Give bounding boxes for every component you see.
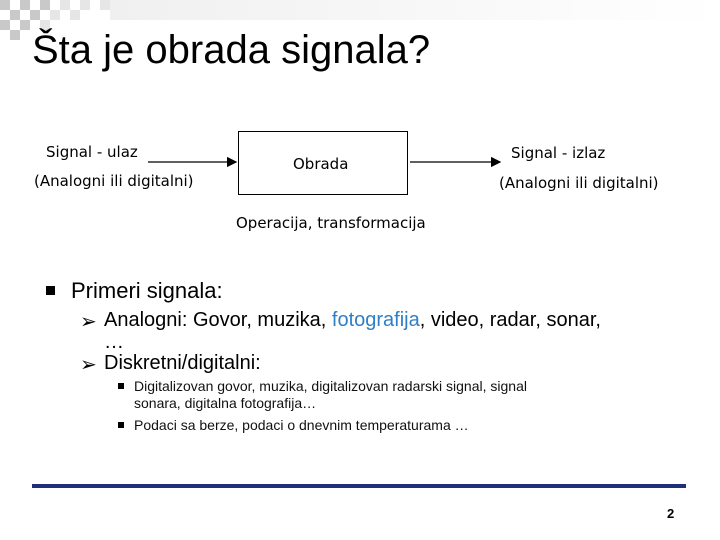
bullet-discrete: Diskretni/digitalni: (104, 352, 261, 374)
arrow-bullet-icon: ➢ (80, 354, 97, 376)
diagram-arrows (0, 0, 720, 260)
small-bullet-icon (118, 383, 124, 389)
input-signal-sublabel: (Analogni ili digitalni) (34, 172, 194, 190)
input-signal-label: Signal - ulaz (46, 143, 138, 161)
sub-bullet-2: Podaci sa berze, podaci o dnevnim temperaturama … (134, 417, 469, 433)
sub-bullet-1-line-2: sonara, digitalna fotografija… (134, 395, 317, 411)
bullet-square-icon (46, 286, 55, 295)
small-bullet-icon (118, 422, 124, 428)
analog-highlight: fotografija (331, 309, 420, 331)
diagram-caption: Operacija, transformacija (236, 214, 426, 232)
analog-prefix: Analogni: Govor, muzika, (104, 309, 332, 331)
bullet-main: Primeri signala: (71, 278, 223, 303)
analog-continuation: … (104, 331, 124, 353)
page-number: 2 (667, 506, 675, 521)
slide-title: Šta je obrada signala? (32, 28, 431, 72)
analog-suffix: , video, radar, sonar, (419, 309, 601, 331)
footer-divider (32, 484, 686, 488)
arrow-bullet-icon: ➢ (80, 311, 97, 333)
bullet-analog (104, 309, 601, 331)
output-signal-sublabel: (Analogni ili digitalni) (499, 174, 659, 192)
processing-box-label: Obrada (293, 155, 349, 173)
output-signal-label: Signal - izlaz (511, 144, 606, 162)
sub-bullet-1-line-1: Digitalizovan govor, muzika, digitalizovan radarski signal, signal (134, 378, 527, 394)
